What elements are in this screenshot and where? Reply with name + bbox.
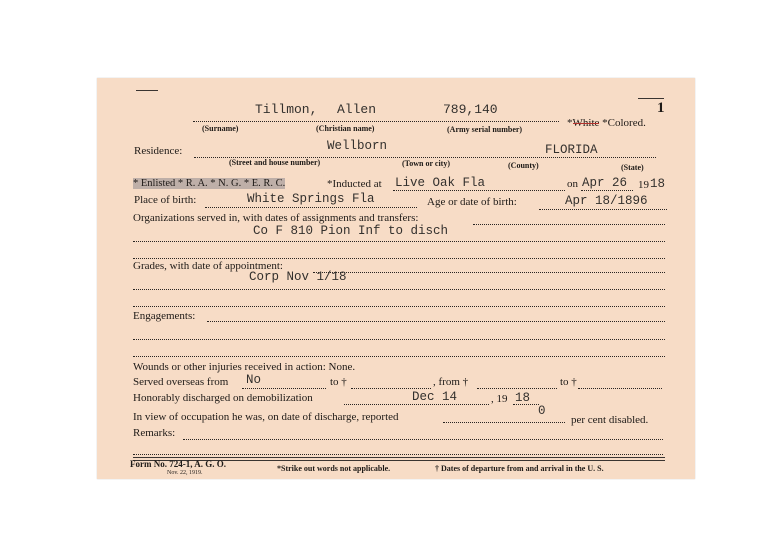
inducted-place-value: Live Oak Fla: [395, 176, 486, 190]
caption-serial: (Army serial number): [447, 125, 523, 134]
footnote-strike-out: *Strike out words not applicable.: [277, 464, 391, 473]
caption-christian-name: (Christian name): [316, 124, 375, 133]
remarks-line-1: [133, 454, 663, 455]
grades-value: Corp Nov 1/18: [249, 270, 347, 284]
remarks-label: Remarks:: [133, 427, 176, 439]
overseas-value: No: [246, 373, 262, 387]
overseas-label: Served overseas from: [133, 376, 229, 388]
christian-name-value: Allen: [337, 102, 377, 117]
birth-place-line: [205, 207, 417, 208]
disabled-line: [443, 422, 565, 423]
discharge-year-line: [513, 404, 539, 405]
race-options: *White *Colored.: [567, 117, 646, 129]
race-colored: Colored.: [607, 117, 646, 129]
grades-line-0: [313, 272, 665, 273]
occupation-label: In view of occupation he was, on date of discharge, reported: [133, 411, 399, 423]
organizations-line-0: [473, 224, 665, 225]
form-number: Form No. 724-1, A. G. O.: [130, 459, 226, 469]
inducted-date-line: [581, 190, 633, 191]
discharge-date-value: Dec 14: [412, 390, 458, 404]
discharge-date-line: [344, 404, 489, 405]
residence-town-value: Wellborn: [327, 139, 388, 153]
birth-date-line: [539, 209, 667, 210]
residence-label: Residence:: [134, 145, 183, 157]
overseas-to2-line: [578, 388, 662, 389]
overseas-to-line: [351, 388, 431, 389]
corner-dash: [136, 90, 158, 91]
race-white-struck: White: [572, 117, 600, 129]
overseas-to-label: to †: [330, 376, 347, 388]
grades-line-1: [133, 289, 665, 290]
inducted-place-line: [393, 190, 565, 191]
inducted-label: *Inducted at: [327, 178, 382, 190]
birth-date-value: Apr 18/1896: [565, 194, 648, 208]
wounds-text: Wounds or other injuries received in action: None.: [133, 361, 356, 373]
disabled-value: 0: [538, 404, 546, 418]
grades-label: Grades, with date of appointment:: [133, 260, 283, 272]
inducted-date-value: Apr 26: [582, 176, 628, 190]
discharge-year-prefix: , 19: [491, 393, 508, 405]
engagements-label: Engagements:: [133, 310, 196, 322]
age-label: Age or date of birth:: [427, 196, 517, 208]
enlisted-struck-text: * Enlisted * R. A. * N. G. * E. R. C.: [133, 178, 286, 189]
inducted-year-prefix: 19: [638, 179, 649, 191]
grades-line-2: [133, 306, 665, 307]
engagements-line-1: [133, 339, 665, 340]
enlisted-options: [133, 178, 285, 189]
birth-place-label: Place of birth:: [134, 194, 197, 206]
organizations-line-1: [133, 241, 665, 242]
organizations-line-2: [133, 258, 665, 259]
organizations-label: Organizations served in, with dates of assignments and transfers:: [133, 212, 419, 224]
engagements-line-0: [207, 321, 665, 322]
discharge-label: Honorably discharged on demobilization: [133, 392, 313, 404]
form-date: Nov. 22, 1919.: [167, 470, 203, 476]
caption-state: (State): [621, 163, 644, 172]
caption-street: (Street and house number): [229, 158, 321, 167]
name-line: [193, 121, 559, 122]
caption-town: (Town or city): [402, 159, 450, 168]
card-number: 1: [657, 100, 665, 116]
serial-number-value: 789,140: [443, 102, 498, 117]
organizations-value: Co F 810 Pion Inf to disch: [253, 224, 449, 238]
footer-rule-1: [133, 457, 665, 458]
discharge-year-value: 18: [515, 391, 531, 405]
overseas-to-label-2: to †: [560, 376, 577, 388]
service-record-card: [97, 78, 695, 479]
residence-state-value: FLORIDA: [545, 143, 598, 157]
overseas-from2-line: [477, 388, 557, 389]
caption-county: (County): [508, 161, 539, 170]
overseas-from-label: , from †: [433, 376, 469, 388]
birth-place-value: White Springs Fla: [247, 192, 375, 206]
number-underline: [638, 98, 664, 99]
footnote-dates: † Dates of departure from and arrival in the U. S.: [435, 464, 604, 473]
overseas-from-line: [242, 388, 326, 389]
inducted-on-label: on: [567, 178, 578, 190]
remarks-line-0: [183, 439, 663, 440]
inducted-year-value: 18: [650, 177, 666, 191]
engagements-line-2: [133, 356, 665, 357]
surname-value: Tillmon,: [255, 102, 318, 117]
caption-surname: (Surname): [202, 124, 239, 133]
disabled-label: per cent disabled.: [571, 414, 649, 426]
